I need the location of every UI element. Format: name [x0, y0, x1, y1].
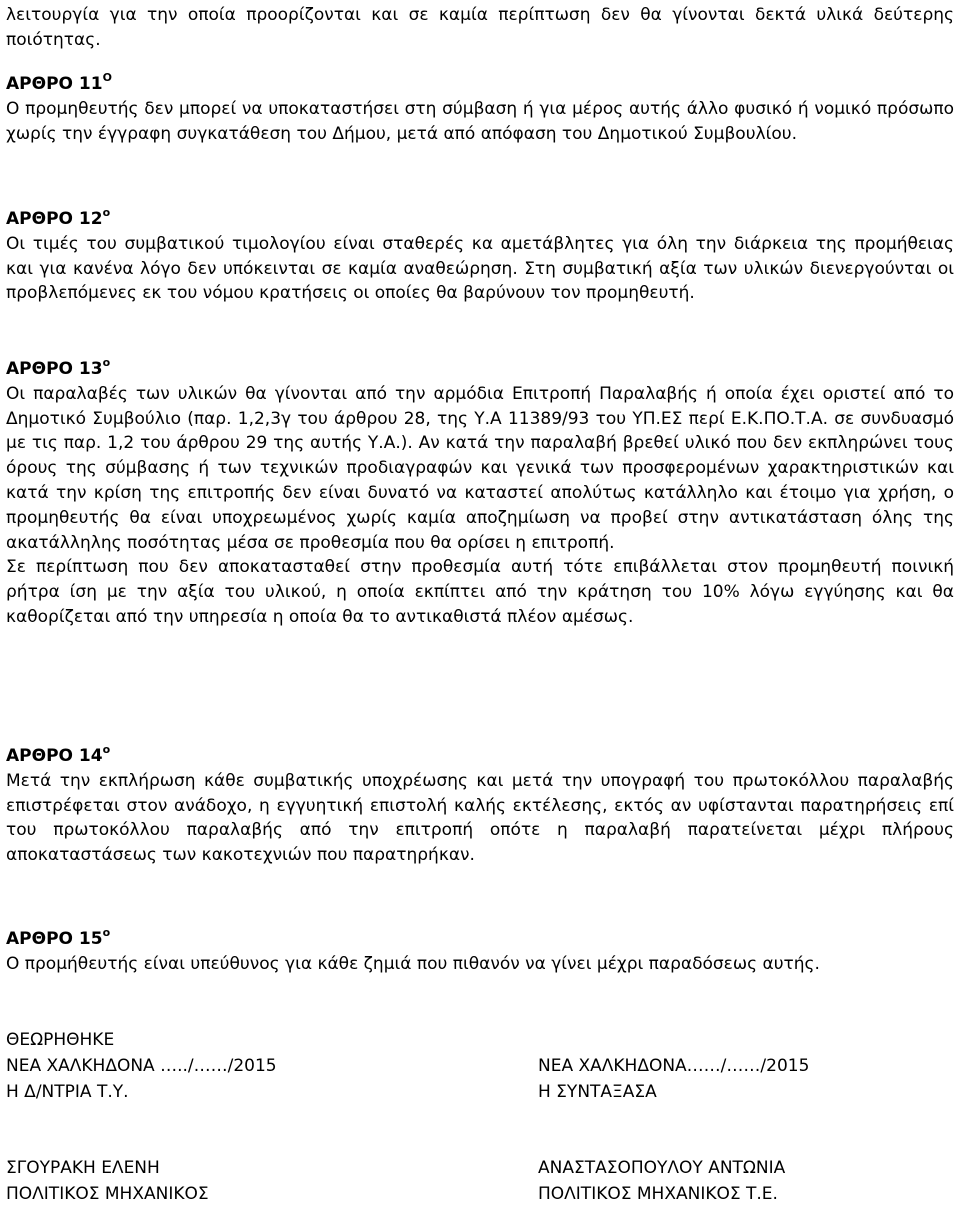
article-paragraph: Ο προμηθευτής δεν μπορεί να υποκαταστήσει στη σύμβαση ή για μέρος αυτής άλλο φυσικό ή νομικό πρόσωπο χωρίς την έγγραφη συγκατάθεση του Δήμου, μετά από απόφαση του Δημοτικού Συμβουλίου.: [6, 98, 954, 144]
article-superscript: ο: [102, 206, 111, 219]
signer-title: ΠΟΛΙΤΙΚΟΣ ΜΗΧΑΝΙΚΟΣ: [6, 1184, 209, 1204]
article-superscript: ο: [102, 356, 111, 369]
article-heading: [6, 744, 954, 769]
signature-space: [6, 1105, 277, 1155]
signer-role: Η Δ/ΝΤΡΙΑ Τ.Υ.: [6, 1082, 129, 1102]
article-title: ΑΡΘΡΟ 15: [6, 929, 103, 949]
article-13: [6, 357, 954, 630]
article-heading: [6, 927, 954, 952]
intro-paragraph: [6, 3, 954, 53]
signer-name: ΣΓΟΥΡΑΚΗ ΕΛΕΝΗ: [6, 1158, 160, 1178]
article-heading: [6, 72, 954, 97]
approval-label: ΘΕΩΡΗΘΗΚΕ: [6, 1030, 115, 1050]
article-paragraph: Ο προμήθευτής είναι υπεύθυνος για κάθε ζημιά που πιθανόν να γίνει μέχρι παραδόσεως αυτής.: [6, 953, 820, 974]
article-14: [6, 744, 954, 868]
article-12: [6, 207, 954, 306]
signature-right: [538, 1053, 809, 1207]
article-11: [6, 72, 954, 146]
article-paragraph: Σε περίπτωση που δεν αποκατασταθεί στην προθεσμία αυτή τότε επιβάλλεται στον προμηθευτή ποινική ρήτρα ίση με την αξία του υλικού, η οποία εκπίπτει από την κράτηση του 10% λόγω εγγύησης και θα καθορίζεται από την υπηρεσία η οποία θα το αντικαθιστά πλέον αμέσως.: [6, 557, 954, 627]
article-paragraph: Μετά την εκπλήρωση κάθε συμβατικής υποχρέωσης και μετά την υπογραφή του πρωτοκόλλου παραλαβής επιστρέφεται στον ανάδοχο, η εγγυητική επιστολή καλής εκτέλεσης, εκτός αν υφίστανται παρατηρήσεις επί του πρωτοκόλλου παραλαβής από την επιτροπή οπότε η παραλαβή παρατείνεται μέχρι πλήρους αποκαταστάσεως των κακοτεχνιών που παρατηρήκαν.: [6, 770, 954, 866]
place-date: ΝΕΑ ΧΑΛΚΗΔΟΝΑ……/……/2015: [538, 1056, 810, 1076]
signer-title: ΠΟΛΙΤΙΚΟΣ ΜΗΧΑΝΙΚΟΣ Τ.Ε.: [538, 1184, 778, 1204]
signature-left: [6, 1027, 277, 1207]
article-paragraph: Οι παραλαβές των υλικών θα γίνονται από την αρμόδια Επιτροπή Παραλαβής ή οποία έχει οριστεί από το Δημοτικό Συμβούλιο (παρ. 1,2,3γ του άρθρου 28, της Υ.Α 11389/93 του ΥΠ.ΕΣ περί Ε.Κ.ΠΟ.Τ.Α. σε συνδυασμό με τις παρ. 1,2 του άρθρου 29 της αυτής Υ.Α.). Αν κατά την παραλαβή βρεθεί υλικό που δεν εκπληρώνει τους όρους της σύμβασης ή των τεχνικών προδιαγραφών και γενικά των προσφερομένων χαρακτηριστικών και κατά την κρίση της επιτροπής δεν είναι δυνατό να καταστεί απολύτως κατάλληλο και έτοιμο για χρήση, ο προμηθευτής θα είναι υποχρεωμένος χωρίς καμία αποζημίωση να προβεί στην αντικατάσταση όλης της ακατάλληλης ποσότητας μέσα σε προθεσμία που θα ορίσει η επιτροπή.: [6, 383, 954, 553]
signature-space: [538, 1105, 809, 1155]
article-title: ΑΡΘΡΟ 14: [6, 746, 103, 766]
article-title: ΑΡΘΡΟ 11: [6, 74, 103, 94]
article-superscript: ο: [102, 743, 111, 756]
article-title: ΑΡΘΡΟ 13: [6, 359, 103, 379]
article-title: ΑΡΘΡΟ 12: [6, 209, 103, 229]
article-paragraph: Οι τιμές του συμβατικού τιμολογίου είναι σταθερές κα αμετάβλητες για όλη την διάρκεια της προμήθειας και για κανένα λόγο δεν υπόκεινται σε καμία αναθεώρηση. Στη συμβατική αξία των υλικών διενεργούνται οι προβλεπόμενες εκ του νόμου κρατήσεις οι οποίες θα βαρύνουν τον προμηθευτή.: [6, 233, 954, 304]
article-superscript: ο: [102, 926, 111, 939]
article-heading: [6, 207, 954, 232]
article-15: [6, 927, 954, 977]
article-heading: [6, 357, 954, 382]
intro-text: λειτουργία για την οποία προορίζονται και σε καμία περίπτωση δεν θα γίνονται δεκτά υλικά δεύτερης ποιότητας.: [6, 5, 954, 50]
signer-role: Η ΣΥΝΤΑΞΑΣΑ: [538, 1082, 657, 1102]
signer-name: ΑΝΑΣΤΑΣΟΠΟΥΛΟΥ ΑΝΤΩΝΙΑ: [538, 1158, 786, 1178]
place-date: ΝΕΑ ΧΑΛΚΗΔΟΝΑ …../……/2015: [6, 1056, 277, 1076]
article-superscript: Ο: [102, 71, 112, 84]
